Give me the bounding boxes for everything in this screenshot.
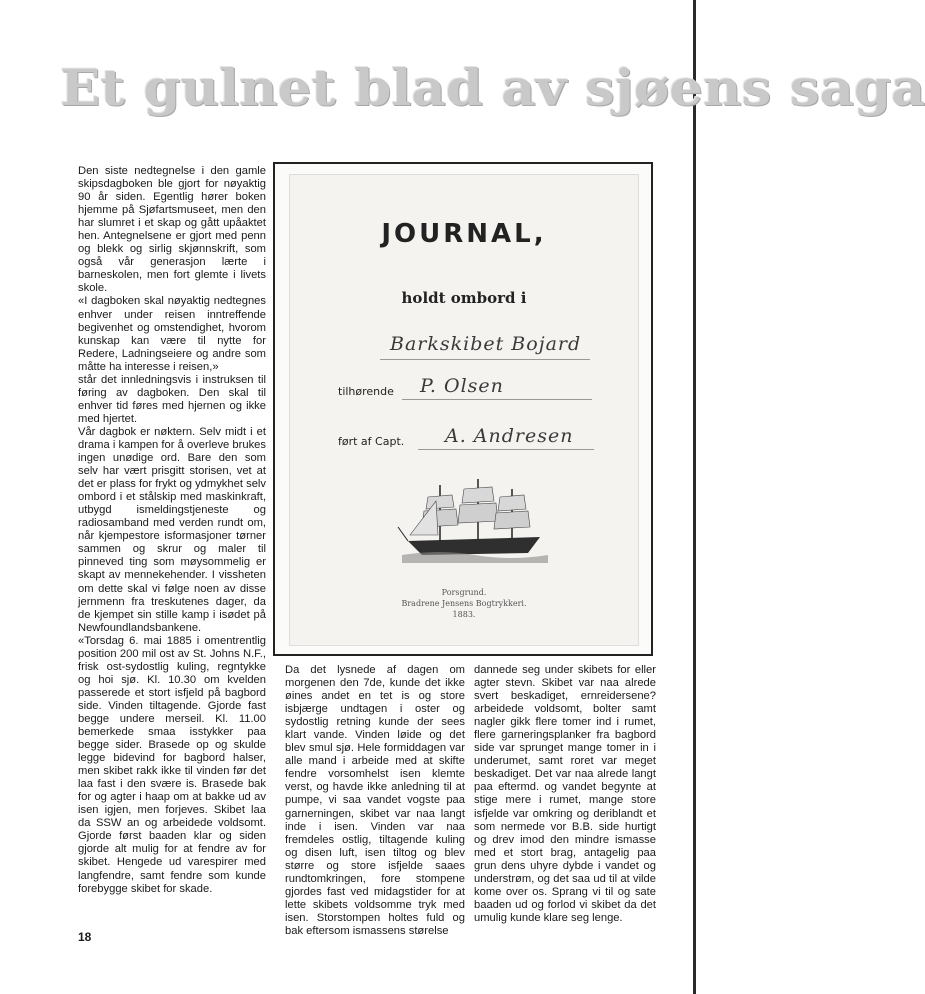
imprint-place: Porsgrund. (441, 588, 487, 597)
page-number: 18 (78, 930, 92, 944)
journal-page (289, 174, 639, 646)
ship-name-handwriting: Barkskibet Bojard (390, 333, 582, 355)
journal-cover-photo (273, 162, 653, 656)
body-column-2: Da det lysnede af dagen om morgenen den 7de, kunde det ikke øines andet en tet is og store isbjærge undtagen i oster og sydostlig retning kunde der sees klart vande. Vinden løide og det blev smul sjø. Hele formiddagen var alle mand i arbeide med at skifte fendre vorsomhelst isen klemte verst, og havde ikke anledning til at pumpe, vi saa vandet vogste paa garnerningen, skibet var naa langt inde i isen. Vinden var naa fremdeles ostlig, tiltagende kuling og disen luft, isen tiltog og blev større og store isfjelde saaes rundtomkringen, fore stompene gjordes fast ved midagstider for at lette skibets voldsomme tryk med isen. Storstompen holtes fuld og bak eftersom ismassens størelse (285, 664, 465, 937)
sailing-ship-icon (400, 475, 550, 570)
ship-name-line (380, 359, 590, 360)
owner-handwriting: P. Olsen (420, 375, 504, 397)
journal-title: JOURNAL, (381, 219, 547, 249)
body-column-3: dannede seg under skibets for eller agter stevn. Skibet var naa alrede svert beskadiget, ernreidersene? arbeidede voldsomt, bolter samt nagler gikk flere tomer ind i rumet, flere garneringsplanker fra bagbord side var sprunget mange tomer in i underumet, samt roret var meget beskadiget. Det var naa alrede langt paa eftermd. og vandet begynte at stige mere i rumet, mange store isfjelde var omkring og deriblandt et som nermede vor B.B. side hurtigt og drev imod den mindre ismasse med et stort brag, antagelig paa grun dens uhyre dybde i vandet og understrøm, og det saa ud til at vilde kome over os. Sprang vi til og sate baaden ud og forlod vi skibet da det umulig kunde klare seg lenge. (474, 664, 656, 924)
captain-handwriting: A. Andresen (445, 425, 574, 447)
right-edge-rule (693, 0, 696, 994)
journal-subtitle: holdt ombord i (401, 289, 527, 307)
owner-label: tilhørende (338, 385, 394, 398)
imprint-printer: Bradrene Jensens Bogtrykkeri. (401, 599, 527, 608)
imprint-year: 1883. (452, 610, 476, 619)
body-column-1: Den siste nedtegnelse i den gamle skipsdagboken ble gjort for nøyaktig 90 år siden. Egentlig hører boken hjemme på Sjøfartsmuseet, men den har slumret i et skap og gått upåaktet hen. Antegnelsene er gjort med penn og blekk og sirlig skjønnskrift, som også vår generasjon lærte i barneskolen, men fort glemte i livets skole. «I dagboken skal nøyaktig nedtegnes enhver under reisen inntreffende begivenhet og omstendighet, hvorom kunskap kan være til nytte for Redere, Ladningseiere og andre som måtte ha interesse i reisen,» står det innledningsvis i instruksen til føring av dagboken. Den skal til enhver tid føres med hjernen og ikke med hjertet. Vår dagbok er nøktern. Selv midt i et drama i kampen for å overleve brukes ingen unødige ord. Bare den som selv har vært prisgitt storisen, vet at det er plass for frykt og ydmykhet selv ombord i et stålskip med maskinkraft, utbygd ismeldingstjeneste og radiosamband med verden rundt om, når kjempestore isformasjoner tørner sammen og skrur og maler til pinneved ting som møysommelig er skapt av mennekehender. I vissheten om dette skal vi følge noen av disse jernmenn fra treskutenes dager, da de kjempet sin stille kamp i isødet på Newfoundlandsbankene. «Torsdag 6. mai 1885 i omentrentlig position 200 mil ost av St. Johns N.F., frisk ost-sydostlig kuling, regntykke og hoi sjø. Kl. 10.30 om kvelden passerede et stort isfjeld på bagbord side. Vinden tiltagende. Gjorde fast begge undere merseil. Kl. 11.00 bemerkede smaa isstykker paa begge sider. Brasede op og skulde legge bidevind for bagbord halser, men skibet rakk ikke til vinden før det laa fast i den svære is. Brasede bak for og agter i haap om at bakke ud av isen igjen, men forjeves. Skibet laa da SSW an og arbeidede voldsomt. Gjorde først baaden klar og siden gjorde alt mulig for at fendre av for skibet. Hengede ud varespirer med langfendre, samt fendre som kunde forebygge skibet for skade. (78, 165, 266, 895)
captain-line (418, 449, 594, 450)
article-headline: Et gulnet blad av sjøens saga (60, 58, 925, 117)
imprint (290, 587, 638, 620)
captain-label: ført af Capt. (338, 435, 405, 448)
owner-line (402, 399, 592, 400)
